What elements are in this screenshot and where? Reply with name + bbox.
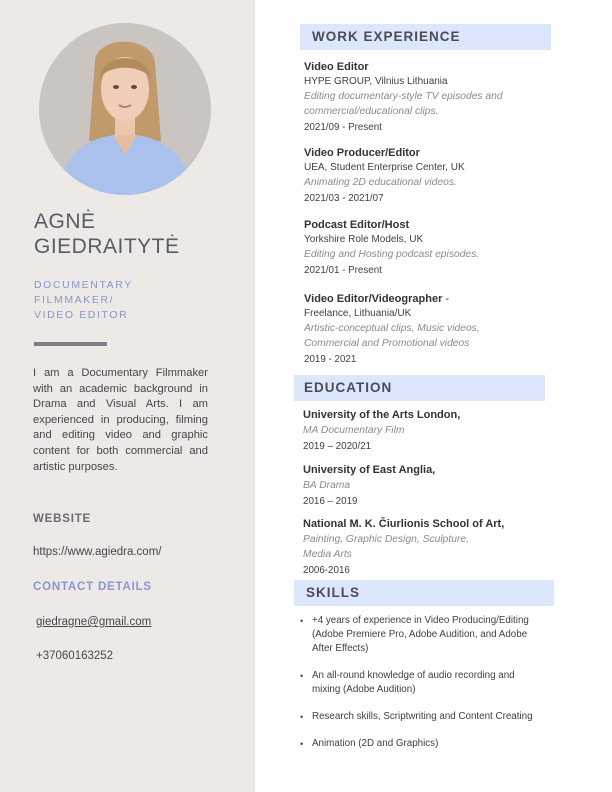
profile-bio: I am a Documentary Filmmaker with an academic background in Drama and Visual Arts. I am experienced in producing, filming and editing video and graphic content for both commercial and artistic purposes.: [33, 367, 208, 473]
work-role: Video Producer/Editor: [304, 147, 420, 159]
email-link[interactable]: giedragne@gmail.com: [36, 616, 152, 628]
title-line-1: DOCUMENTARY: [34, 279, 133, 291]
title-line-2: FILMMAKER/: [34, 294, 115, 306]
bullet-icon: •: [300, 739, 304, 749]
work-desc-line: Editing documentary-style TV episodes and: [304, 91, 503, 102]
work-org: HYPE GROUP, Vilnius Lithuania: [304, 76, 448, 87]
education-school: University of the Arts London,: [303, 409, 461, 421]
skills-heading: SKILLS: [294, 580, 554, 606]
work-role-wrap: [304, 292, 554, 307]
work-dates: 2021/03 - 2021/07: [304, 193, 384, 204]
education-program: BA Drama: [303, 480, 351, 491]
education-dates: 2016 – 2019: [303, 496, 358, 507]
skills-list: [300, 614, 540, 764]
title-line-3: VIDEO EDITOR: [34, 309, 129, 321]
profile-photo: [39, 23, 211, 195]
work-role: Video Editor: [304, 61, 369, 73]
work-role-suffix: -: [442, 293, 450, 305]
work-desc-line: Commercial and Promotional videos: [304, 338, 470, 349]
list-item: [300, 710, 540, 724]
skill-text: An all-round knowledge of audio recording and mixing (Adobe Audition): [312, 670, 515, 695]
name-first: AGNĖ: [34, 210, 96, 233]
bullet-icon: •: [300, 712, 304, 722]
education-entry: [303, 463, 553, 509]
education-program: Media Arts: [303, 549, 352, 560]
work-entry: [304, 292, 554, 367]
work-org: UEA, Student Enterprise Center, UK: [304, 162, 465, 173]
education-entry: [303, 408, 553, 454]
website-heading: WEBSITE: [33, 513, 91, 525]
education-school: University of East Anglia,: [303, 464, 436, 476]
education-school: National M. K. Čiurlionis School of Art,: [303, 518, 505, 530]
work-entry: [304, 60, 554, 135]
name-last: GIEDRAITYTĖ: [34, 235, 180, 258]
profile-name: [34, 209, 234, 259]
education-heading: EDUCATION: [294, 375, 545, 401]
skill-text: Research skills, Scriptwriting and Content Creating: [312, 711, 533, 722]
contact-heading: CONTACT DETAILS: [33, 581, 152, 593]
work-desc-line: commercial/educational clips.: [304, 106, 439, 117]
sidebar-divider: [34, 342, 107, 346]
work-dates: 2019 - 2021: [304, 354, 357, 365]
list-item: [300, 669, 540, 697]
work-dates: 2021/09 - Present: [304, 122, 382, 133]
portrait-illustration: [39, 23, 211, 195]
work-entry: [304, 218, 554, 278]
profile-title: [34, 278, 234, 323]
skill-text: +4 years of experience in Video Producing/Editing (Adobe Premiere Pro, Adobe Audition, and Adobe After Effects): [312, 615, 529, 654]
work-dates: 2021/01 - Present: [304, 265, 382, 276]
education-dates: 2019 – 2020/21: [303, 441, 372, 452]
work-org: Freelance, Lithuania/UK: [304, 308, 412, 319]
work-desc-line: Artistic-conceptual clips, Music videos,: [304, 323, 480, 334]
work-role: Video Editor/Videographer: [304, 293, 443, 305]
skill-text: Animation (2D and Graphics): [312, 738, 439, 749]
bullet-icon: •: [300, 616, 304, 626]
bullet-icon: •: [300, 671, 304, 681]
work-desc-line: Animating 2D educational videos.: [304, 177, 457, 188]
work-role: Podcast Editor/Host: [304, 219, 410, 231]
work-org: Yorkshire Role Models, UK: [304, 234, 424, 245]
list-item: [300, 737, 540, 751]
website-link[interactable]: https://www.agiedra.com/: [33, 546, 162, 558]
education-entry: [303, 517, 553, 578]
education-program: Painting, Graphic Design, Sculpture,: [303, 534, 469, 545]
work-entry: [304, 146, 554, 206]
phone-number: +37060163252: [36, 650, 114, 662]
list-item: [300, 614, 540, 656]
sidebar: [0, 0, 255, 792]
education-program: MA Documentary Film: [303, 425, 405, 436]
work-experience-heading: WORK EXPERIENCE: [300, 24, 551, 50]
education-dates: 2006-2016: [303, 565, 350, 576]
work-desc-line: Editing and Hosting podcast episodes.: [304, 249, 480, 260]
